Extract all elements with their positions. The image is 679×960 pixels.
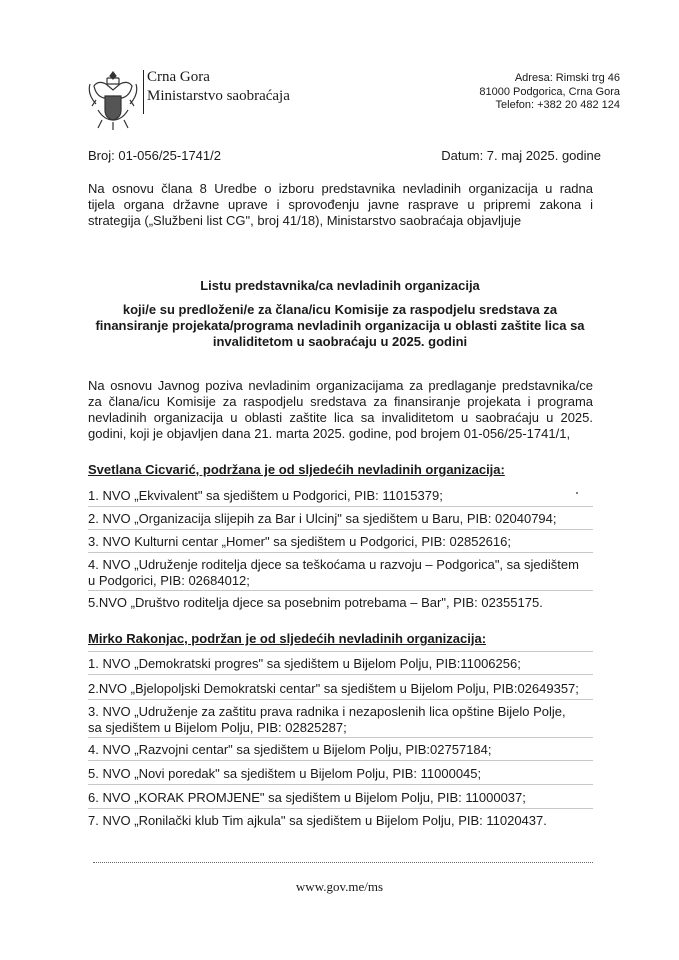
phone-line: Telefon: +382 20 482 124 — [495, 99, 620, 111]
basis-line: za člana/icu Komisije za raspodjelu sredstava za finansiranje projekata i programa — [88, 394, 593, 409]
city-line: 81000 Podgorica, Crna Gora — [479, 86, 620, 98]
country-name: Crna Gora — [147, 69, 210, 85]
divider — [88, 784, 593, 785]
list-item-line: sa sjedištem u Bijelom Polju, PIB: 02825287; — [88, 720, 347, 735]
list-item-line: u Podgorici, PIB: 02684012; — [88, 573, 250, 588]
divider — [88, 552, 593, 553]
subtitle-line: invaliditetom u saobraćaju u 2025. godini — [212, 334, 468, 349]
divider — [88, 506, 593, 507]
section2-heading: Mirko Rakonjac, podržan je od sljedećih nevladinih organizacija: — [88, 631, 487, 646]
document-subtitle — [80, 302, 600, 350]
list-item: 6. NVO „KORAK PROMJENE" sa sjedištem u Bijelom Polju, PIB: 11000037; — [88, 790, 526, 805]
divider — [88, 760, 593, 761]
list-item: 3. NVO Kulturni centar „Homer" sa sjedištem u Podgorici, PIB: 02852616; — [88, 534, 511, 549]
intro-line: Na osnovu člana 8 Uredbe o izboru predstavnika nevladinih organizacija u radna — [88, 181, 593, 196]
list-item: 2. NVO „Organizacija slijepih za Bar i Ulcinj" sa sjedištem u Baru, PIB: 02040794; — [88, 511, 557, 526]
divider — [88, 808, 593, 809]
list-item: 4. NVO „Razvojni centar" sa sjedištem u Bijelom Polju, PIB:02757184; — [88, 742, 492, 757]
list-item: 5. NVO „Novi poredak" sa sjedištem u Bijelom Polju, PIB: 11000045; — [88, 766, 482, 781]
divider — [88, 590, 593, 591]
divider — [88, 651, 593, 652]
intro-paragraph — [88, 181, 593, 229]
list-item: 1. NVO „Demokratski progres" sa sjedištem u Bijelom Polju, PIB:11006256; — [88, 656, 521, 671]
list-item-line: 4. NVO „Udruženje roditelja djece sa teškoćama u razvoju – Podgorica", sa sjedištem — [88, 557, 579, 572]
subtitle-line: koji/e su predloženi/e za člana/icu Komisije za raspodjelu sredstava za — [122, 302, 558, 317]
basis-line: godini, koji je objavljen dana 21. marta 2025. godine, pod brojem 01-056/25-1741/1, — [88, 426, 571, 441]
basis-paragraph — [88, 378, 593, 442]
intro-line: tijela organa državne uprave i sprovođenju javne rasprave u pripremi zakona i — [88, 197, 593, 212]
list-item — [88, 557, 593, 589]
header-divider — [143, 70, 144, 114]
document-title: Listu predstavnika/ca nevladinih organizacija — [200, 278, 480, 293]
list-item: 1. NVO „Ekvivalent" sa sjedištem u Podgorici, PIB: 11015379; — [88, 488, 443, 503]
divider — [88, 674, 593, 675]
intro-line: strategija („Službeni list CG", broj 41/18), Ministarstvo saobraćaja objavljuje — [88, 213, 522, 228]
divider — [88, 737, 593, 738]
document-date: Datum: 7. maj 2025. godine — [441, 148, 601, 163]
section1-heading: Svetlana Cicvarić, podržana je od sljedećih nevladinih organizacija: — [88, 462, 505, 477]
footer-url: www.gov.me/ms — [295, 879, 384, 894]
divider — [88, 699, 593, 700]
document-number: Broj: 01-056/25-1741/2 — [88, 148, 221, 163]
list-item — [88, 704, 593, 736]
list-item-line: 3. NVO „Udruženje za zaštitu prava radnika i nezaposlenih lica opštine Bijelo Polje, — [88, 704, 566, 719]
address-line: Adresa: Rimski trg 46 — [514, 72, 620, 84]
list-item: 7. NVO „Ronilački klub Tim ajkula" sa sjedištem u Bijelom Polju, PIB: 11020437. — [88, 813, 547, 828]
basis-line: Na osnovu Javnog poziva nevladinim organizacijama za predlaganje predstavnika/ce — [88, 378, 593, 393]
subtitle-line: finansiranje projekata/programa nevladinih organizacija u oblasti zaštite lica sa — [95, 318, 585, 333]
footer-divider — [93, 862, 593, 863]
basis-line: nevladinih organizacija u oblasti zaštite lica sa invaliditetom u saobraćaju u 2025. — [88, 410, 593, 425]
scan-speck — [576, 492, 578, 494]
coat-of-arms-icon — [86, 70, 140, 132]
list-item: 2.NVO „Bjelopoljski Demokratski centar" sa sjedištem u Bijelom Polju, PIB:02649357; — [88, 681, 579, 696]
list-item: 5.NVO „Društvo roditelja djece sa posebnim potrebama – Bar", PIB: 02355175. — [88, 595, 543, 610]
ministry-name: Ministarstvo saobraćaja — [147, 88, 290, 104]
divider — [88, 529, 593, 530]
